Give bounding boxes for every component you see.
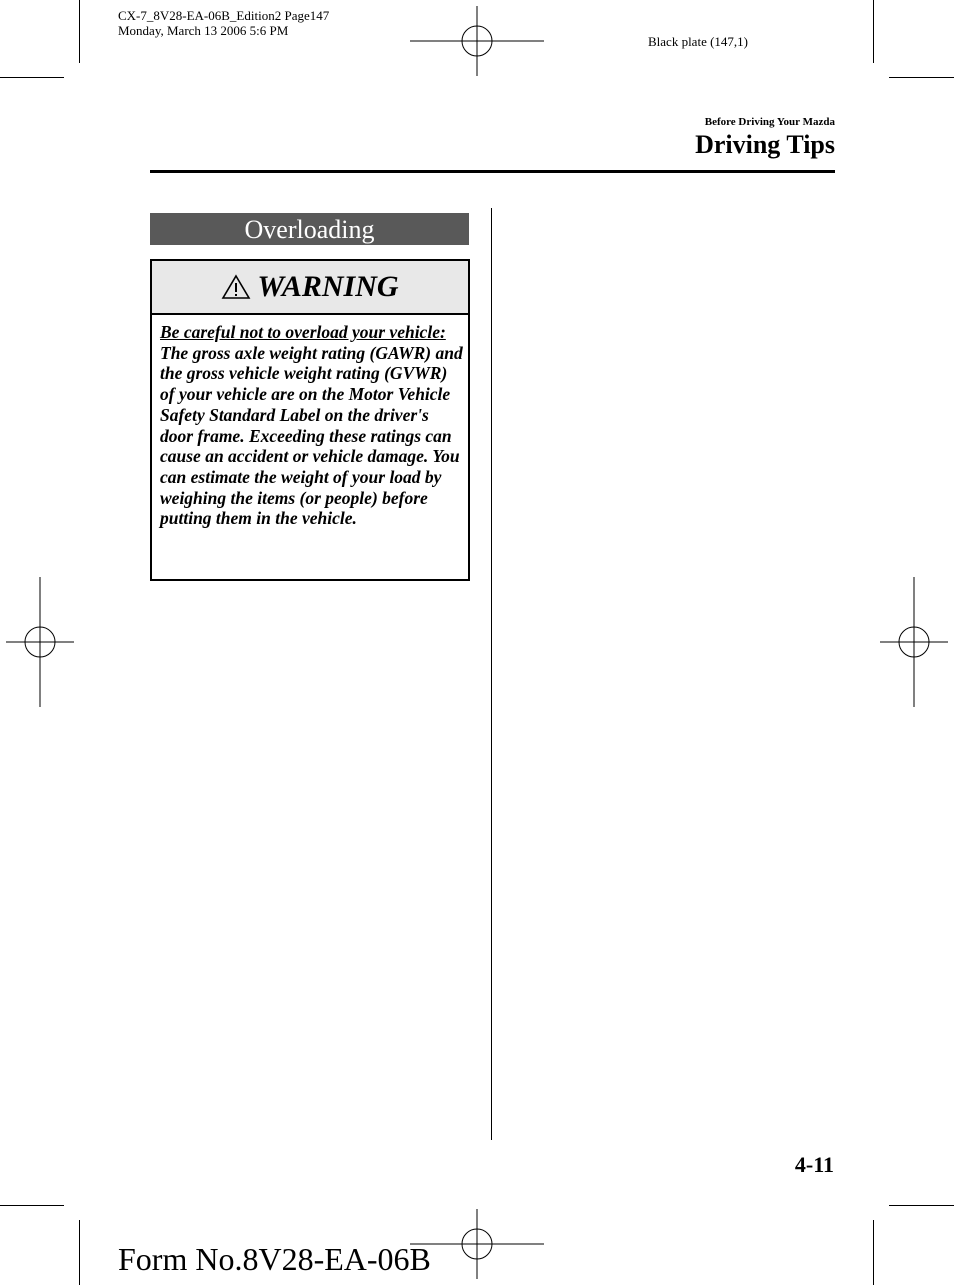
warning-header: [152, 261, 468, 315]
registration-mark-right: [880, 577, 948, 707]
warning-body: [160, 322, 464, 529]
column-divider: [491, 208, 492, 1140]
crop-mark: [79, 1220, 80, 1285]
print-info-line-2: Monday, March 13 2006 5:6 PM: [118, 23, 289, 38]
warning-box: [150, 259, 470, 581]
crop-mark: [873, 1220, 874, 1285]
crop-mark: [889, 1205, 954, 1206]
section-label: Before Driving Your Mazda: [704, 116, 835, 128]
page-number: 4-11: [794, 1152, 834, 1177]
crop-mark: [0, 1205, 64, 1206]
form-number: Form No.8V28-EA-06B: [118, 1241, 431, 1277]
crop-mark: [889, 77, 954, 78]
print-info-line-1: CX-7_8V28-EA-06B_Edition2 Page147: [118, 8, 330, 23]
registration-mark-left: [6, 577, 74, 707]
chapter-title: Driving Tips: [695, 130, 835, 159]
title-rule: [150, 170, 835, 173]
crop-mark: [79, 0, 80, 63]
topic-heading: Overloading: [150, 213, 469, 245]
registration-mark-top: [410, 6, 544, 76]
warning-title: WARNING: [257, 270, 399, 303]
warning-triangle-icon: [221, 274, 251, 300]
warning-text: The gross axle weight rating (GAWR) and the gross vehicle weight rating (GVWR) of your vehicle are on the Motor Vehicle Safety Standard Label on the driver's door frame. Exceeding these ratings can cause an accident or vehicle damage. You can estimate the weight of your load by weighing the items (or people) before putting them in the vehicle.: [160, 342, 463, 529]
warning-lead: Be careful not to overload your vehicle:: [160, 322, 446, 342]
crop-mark: [873, 0, 874, 63]
print-info: [118, 8, 329, 38]
plate-label: Black plate (147,1): [648, 34, 748, 49]
crop-mark: [0, 77, 64, 78]
